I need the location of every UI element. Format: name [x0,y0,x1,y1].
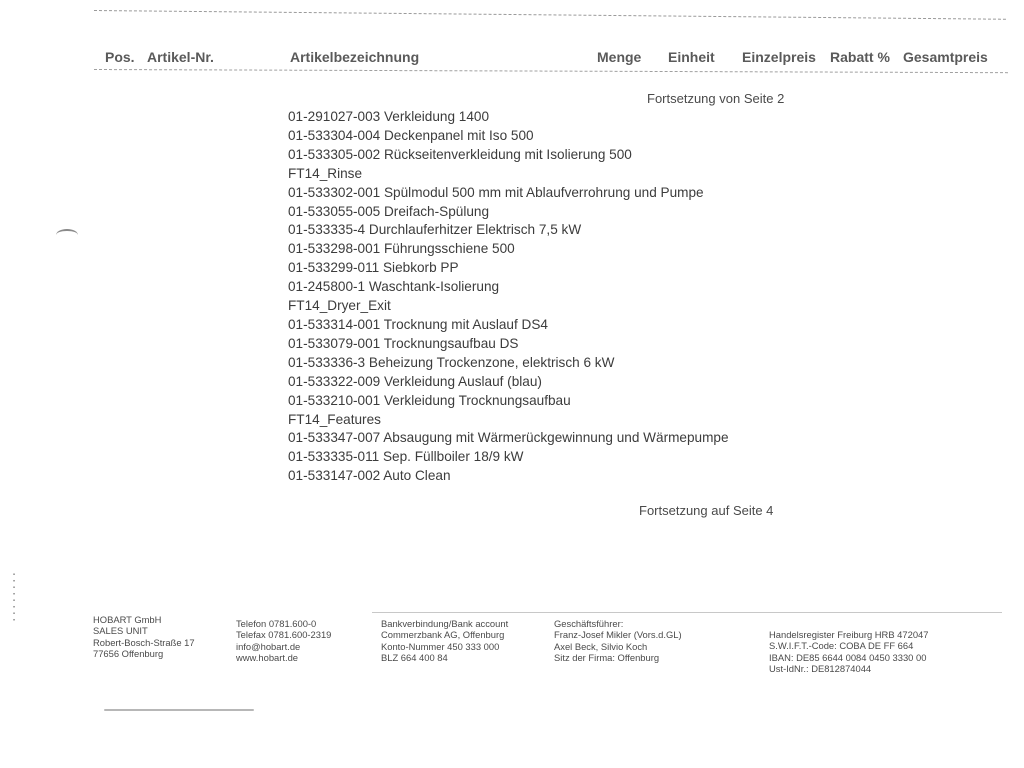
list-item: 01-533335-011 Sep. Füllboiler 18/9 kW [288,449,524,465]
list-item: 01-291027-003 Verkleidung 1400 [288,109,490,124]
list-item: 01-533055-005 Dreifach-Spülung [288,203,490,219]
top-divider [94,10,1006,20]
footer-registry-line: Handelsregister Freiburg HRB 472047 [769,629,929,640]
header-divider [94,69,1008,73]
header-menge: Menge [597,49,642,65]
footer-registry-line: S.W.I.F.T.-Code: COBA DE FF 664 [769,640,914,652]
footer-company [93,614,195,660]
list-item: 01-245800-1 Waschtank-Isolierung [288,279,500,295]
footer-email: info@hobart.de [236,640,301,652]
continuation-from-label: Fortsetzung von Seite 2 [647,91,785,106]
footer-bank-line: Konto-Nummer 450 333 000 [381,640,500,652]
footer-fax: Telefax 0781.600-2319 [236,629,332,641]
footer-company-line: HOBART GmbH [93,614,162,625]
table-header [0,49,1024,69]
header-einzelpreis: Einzelpreis [742,49,816,65]
footer-management [554,618,682,664]
list-item: 01-533210-001 Verkleidung Trocknungsaufbau [288,392,571,408]
footer-contact [236,618,331,664]
list-item: 01-533304-004 Deckenpanel mit Iso 500 [288,127,534,143]
list-item: 01-533298-001 Führungsschiene 500 [288,241,515,257]
footer-bank-line: Commerzbank AG, Offenburg [381,629,505,641]
footer-company-line: Robert-Bosch-Straße 17 [93,636,195,648]
footer-phone: Telefon 0781.600-0 [236,618,317,629]
list-item: 01-533079-001 Trocknungsaufbau DS [288,335,519,351]
footer-management-line: Geschäftsführer: [554,618,624,629]
list-item: 01-533314-001 Trocknung mit Auslauf DS4 [288,316,548,332]
header-gesamtpreis: Gesamtpreis [903,49,988,65]
continuation-to-label: Fortsetzung auf Seite 4 [639,503,774,518]
footer-company-line: SALES UNIT [93,625,148,637]
header-rabatt: Rabatt % [830,49,890,65]
scan-mark [56,229,78,241]
header-artikel-nr: Artikel-Nr. [147,49,214,65]
header-artikelbezeichnung: Artikelbezeichnung [290,49,420,65]
list-item: 01-533147-002 Auto Clean [288,468,451,484]
list-item: 01-533302-001 Spülmodul 500 mm mit Ablaufverrohrung und Pumpe [288,184,704,200]
footer-bank [381,618,508,664]
side-form-code: ▪▪▪▪▪▪▪▪ [11,572,17,624]
list-item: 01-533299-011 Siebkorb PP [288,260,459,276]
scan-smudge [104,709,254,711]
footer-registry-line: IBAN: DE85 6644 0084 0450 3330 00 [769,651,927,663]
footer-management-line: Franz-Josef Mikler (Vors.d.GL) [554,629,682,641]
footer-registry-line: Ust-IdNr.: DE812874044 [769,663,872,675]
group-heading: FT14_Rinse [288,165,363,181]
item-list [288,108,729,486]
list-item: 01-533305-002 Rückseitenverkleidung mit Isolierung 500 [288,146,632,162]
footer-bank-line: BLZ 664 400 84 [381,652,448,664]
footer-management-line: Sitz der Firma: Offenburg [554,652,660,664]
group-heading: FT14_Dryer_Exit [288,298,391,314]
footer-website: www.hobart.de [236,652,299,664]
footer-registry [769,629,928,675]
list-item: 01-533336-3 Beheizung Trockenzone, elektrisch 6 kW [288,354,615,370]
footer-company-line: 77656 Offenburg [93,648,164,660]
list-item: 01-533335-4 Durchlauferhitzer Elektrisch 7,5 kW [288,222,582,238]
group-heading: FT14_Features [288,411,381,427]
header-pos: Pos. [105,49,135,65]
list-item: 01-533322-009 Verkleidung Auslauf (blau) [288,373,542,389]
footer-bank-line: Bankverbindung/Bank account [381,618,509,629]
footer-divider [372,612,1002,613]
header-einheit: Einheit [668,49,715,65]
list-item: 01-533347-007 Absaugung mit Wärmerückgewinnung und Wärmepumpe [288,430,729,446]
footer-management-line: Axel Beck, Silvio Koch [554,640,648,652]
